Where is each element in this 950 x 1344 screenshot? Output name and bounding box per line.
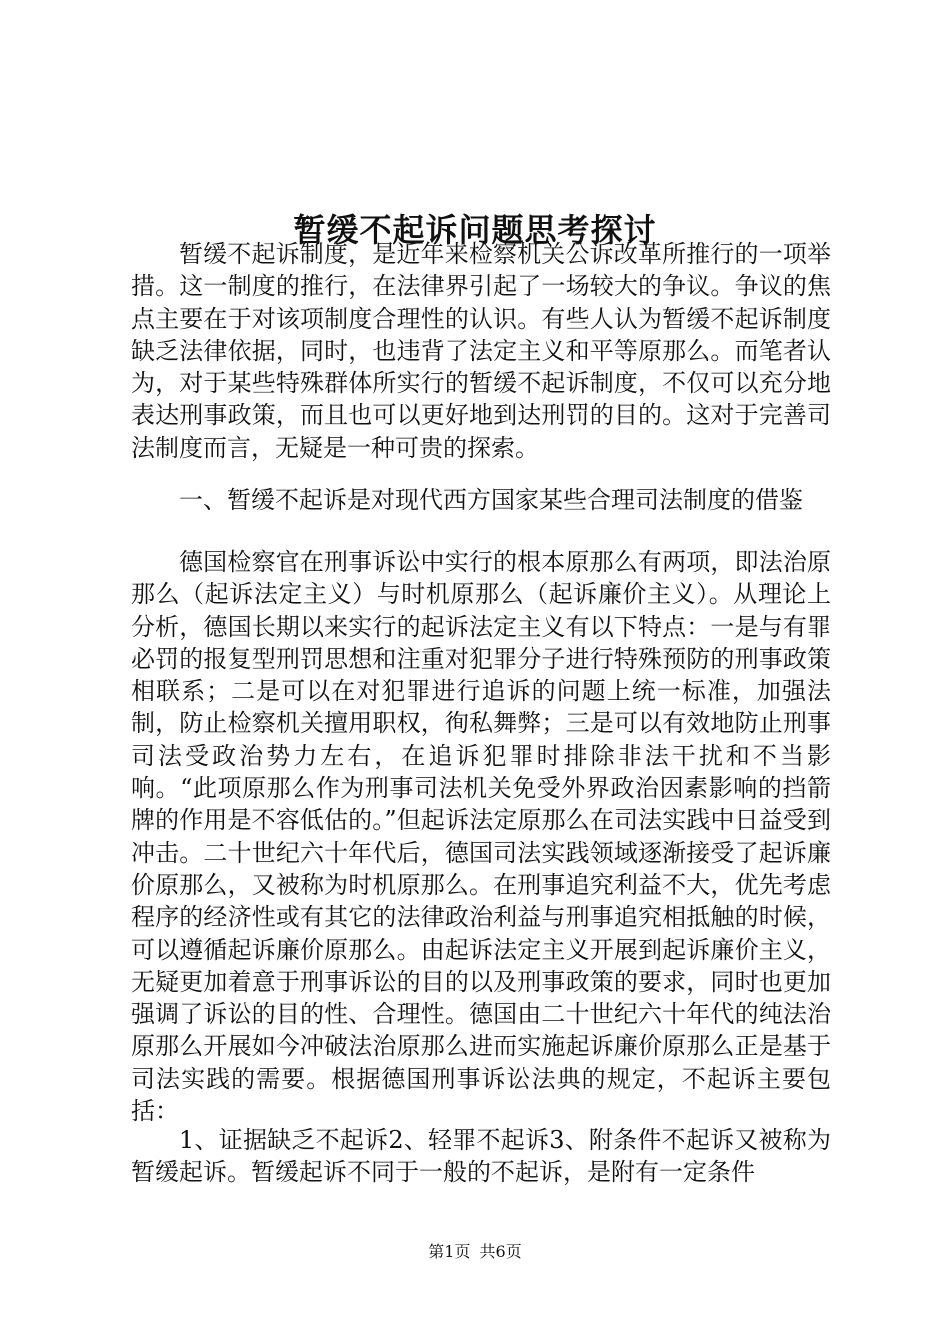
page-number: 第1页 <box>428 1242 471 1261</box>
intro-paragraph: 暂缓不起诉制度，是近年来检察机关公诉改革所推行的一项举措。这一制度的推行，在法律界引起了一场较大的争议。争议的焦点主要在于对该项制度合理性的认识。有些人认为暂缓不起诉制度缺乏法律依据，同时，也违背了法定主义和平等原那么。而笔者认为，对于某些特殊群体所实行的暂缓不起诉制度，不仅可以充分地表达刑事政策，而且也可以更好地到达刑罚的目的。这对于完善司法制度而言，无疑是一种可贵的探索。 <box>131 240 831 462</box>
list-paragraph: 1、证据缺乏不起诉2、轻罪不起诉3、附条件不起诉又被称为暂缓起诉。暂缓起诉不同于一般的不起诉，是附有一定条件 <box>131 1126 831 1187</box>
germany-paragraph: 德国检察官在刑事诉讼中实行的根本原那么有两项，即法治原那么（起诉法定主义）与时机原那么（起诉廉价主义）。从理论上分析，德国长期以来实行的起诉法定主义有以下特点：一是与有罪必罚的报复型刑罚思想和注重对犯罪分子进行特殊预防的刑事政策相联系；二是可以在对犯罪进行追诉的问题上统一标准，加强法制，防止检察机关擅用职权，徇私舞弊；三是可以有效地防止刑事司法受政治势力左右，在追诉犯罪时排除非法干扰和不当影响。“此项原那么作为刑事司法机关免受外界政治因素影响的挡箭牌的作用是不容低估的。”但起诉法定原那么在司法实践中日益受到冲击。二十世纪六十年代后，德国司法实践领域逐渐接受了起诉廉价原那么，又被称为时机原那么。在刑事追究利益不大，优先考虑程序的经济性或有其它的法律政治利益与刑事追究相抵触的时候，可以遵循起诉廉价原那么。由起诉法定主义开展到起诉廉价主义，无疑更加着意于刑事诉讼的目的以及刑事政策的要求，同时也更加强调了诉讼的目的性、合理性。德国由二十世纪六十年代的纯法治原那么开展如今冲破法治原那么进而实施起诉廉价原那么正是基于司法实践的需要。根据德国刑事诉讼法典的规定，不起诉主要包括： <box>131 548 831 1126</box>
page-footer <box>0 1242 950 1262</box>
section-heading: 一、暂缓不起诉是对现代西方国家某些合理司法制度的借鉴 <box>179 486 803 514</box>
page-title: 暂缓不起诉问题思考探讨 <box>293 211 657 250</box>
page-total: 共6页 <box>479 1242 522 1261</box>
